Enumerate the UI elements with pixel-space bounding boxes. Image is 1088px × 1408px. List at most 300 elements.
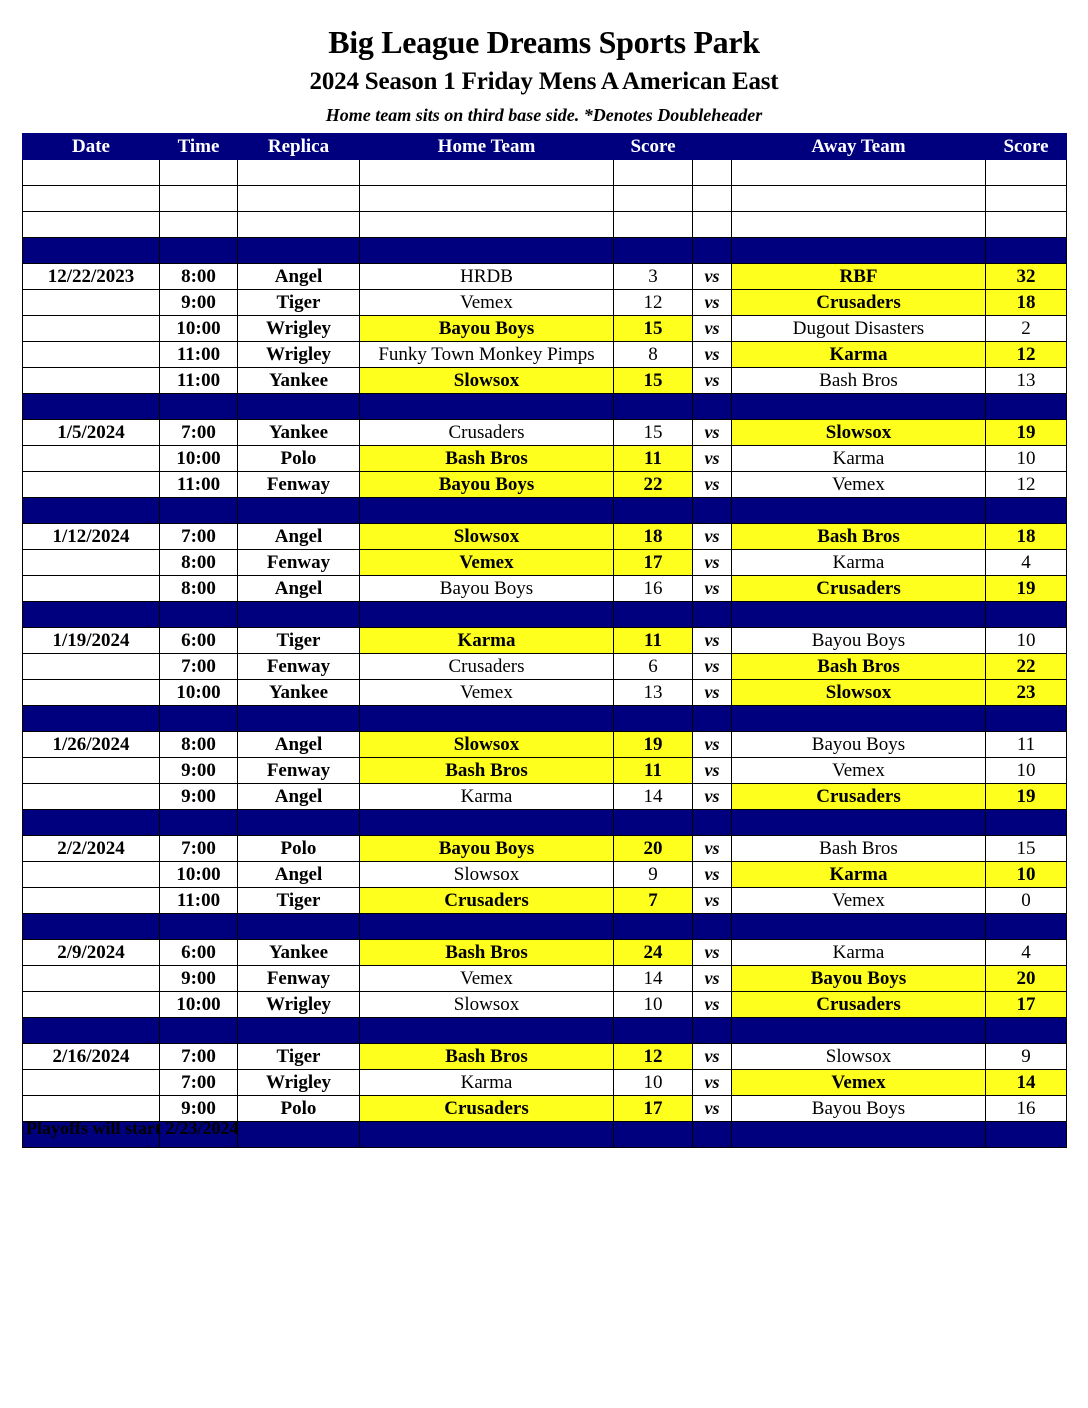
home-team: Crusaders (360, 888, 614, 914)
empty-cell (238, 186, 360, 212)
game-time: 7:00 (160, 836, 238, 862)
game-date (23, 576, 160, 602)
game-row (23, 680, 1067, 706)
away-team: Slowsox (732, 420, 986, 446)
empty-cell (732, 394, 986, 420)
empty-cell (238, 1018, 360, 1044)
column-header-away-score: Score (986, 134, 1067, 160)
away-team: RBF (732, 264, 986, 290)
game-date (23, 472, 160, 498)
away-score: 19 (986, 576, 1067, 602)
vs-label: vs (693, 784, 732, 810)
away-score: 4 (986, 940, 1067, 966)
blank-row (23, 212, 1067, 238)
away-score: 11 (986, 732, 1067, 758)
away-score: 20 (986, 966, 1067, 992)
empty-cell (614, 914, 693, 940)
game-date: 2/16/2024 (23, 1044, 160, 1070)
empty-cell (23, 706, 160, 732)
game-date (23, 290, 160, 316)
column-header-vs (693, 134, 732, 160)
empty-cell (160, 602, 238, 628)
away-team: Bash Bros (732, 836, 986, 862)
vs-label: vs (693, 550, 732, 576)
vs-label: vs (693, 1096, 732, 1122)
empty-cell (23, 1018, 160, 1044)
playoffs-note: Playoffs will start 2/23/2024 (26, 1118, 239, 1138)
empty-cell (986, 1122, 1067, 1148)
away-team: Slowsox (732, 1044, 986, 1070)
game-date (23, 316, 160, 342)
game-row (23, 628, 1067, 654)
game-time: 6:00 (160, 628, 238, 654)
empty-cell (693, 160, 732, 186)
home-score: 16 (614, 576, 693, 602)
game-row (23, 550, 1067, 576)
home-team: Vemex (360, 290, 614, 316)
away-team: Crusaders (732, 576, 986, 602)
game-date: 2/9/2024 (23, 940, 160, 966)
empty-cell (693, 498, 732, 524)
empty-cell (360, 602, 614, 628)
separator-row (23, 394, 1067, 420)
game-date (23, 758, 160, 784)
game-time: 8:00 (160, 576, 238, 602)
empty-cell (693, 212, 732, 238)
replica-field: Angel (238, 784, 360, 810)
empty-cell (160, 238, 238, 264)
column-header-home-score: Score (614, 134, 693, 160)
empty-cell (360, 706, 614, 732)
away-score: 18 (986, 524, 1067, 550)
replica-field: Fenway (238, 654, 360, 680)
empty-cell (614, 238, 693, 264)
game-date (23, 550, 160, 576)
replica-field: Yankee (238, 420, 360, 446)
game-time: 6:00 (160, 940, 238, 966)
empty-cell (732, 186, 986, 212)
empty-cell (238, 810, 360, 836)
game-date (23, 368, 160, 394)
empty-cell (693, 394, 732, 420)
empty-cell (986, 238, 1067, 264)
away-team: Karma (732, 550, 986, 576)
away-score: 10 (986, 446, 1067, 472)
empty-cell (614, 212, 693, 238)
vs-label: vs (693, 1044, 732, 1070)
empty-cell (614, 1018, 693, 1044)
game-row (23, 654, 1067, 680)
empty-cell (614, 394, 693, 420)
away-team: Karma (732, 446, 986, 472)
replica-field: Angel (238, 732, 360, 758)
empty-cell (238, 394, 360, 420)
game-date (23, 888, 160, 914)
vs-label: vs (693, 1070, 732, 1096)
game-time: 7:00 (160, 1070, 238, 1096)
vs-label: vs (693, 524, 732, 550)
away-score: 9 (986, 1044, 1067, 1070)
replica-field: Fenway (238, 758, 360, 784)
replica-field: Fenway (238, 966, 360, 992)
game-time: 7:00 (160, 420, 238, 446)
empty-cell (160, 706, 238, 732)
away-team: Bash Bros (732, 654, 986, 680)
game-row (23, 992, 1067, 1018)
away-score: 23 (986, 680, 1067, 706)
away-score: 16 (986, 1096, 1067, 1122)
replica-field: Yankee (238, 940, 360, 966)
empty-cell (986, 186, 1067, 212)
vs-label: vs (693, 368, 732, 394)
empty-cell (986, 394, 1067, 420)
home-score: 20 (614, 836, 693, 862)
game-row (23, 758, 1067, 784)
separator-row (23, 914, 1067, 940)
home-score: 17 (614, 1096, 693, 1122)
home-score: 14 (614, 784, 693, 810)
away-score: 13 (986, 368, 1067, 394)
away-team: Vemex (732, 888, 986, 914)
home-team: Bayou Boys (360, 472, 614, 498)
home-score: 7 (614, 888, 693, 914)
home-score: 13 (614, 680, 693, 706)
empty-cell (238, 1122, 360, 1148)
home-score: 22 (614, 472, 693, 498)
game-date: 1/26/2024 (23, 732, 160, 758)
game-time: 10:00 (160, 680, 238, 706)
replica-field: Angel (238, 264, 360, 290)
empty-cell (238, 498, 360, 524)
game-time: 11:00 (160, 888, 238, 914)
empty-cell (360, 810, 614, 836)
empty-cell (986, 1018, 1067, 1044)
empty-cell (238, 160, 360, 186)
away-score: 18 (986, 290, 1067, 316)
home-team: Crusaders (360, 1096, 614, 1122)
away-team: Karma (732, 862, 986, 888)
away-score: 19 (986, 784, 1067, 810)
away-team: Karma (732, 342, 986, 368)
empty-cell (360, 1122, 614, 1148)
home-team: Slowsox (360, 732, 614, 758)
game-row (23, 784, 1067, 810)
empty-cell (23, 212, 160, 238)
column-header-date: Date (23, 134, 160, 160)
game-time: 9:00 (160, 784, 238, 810)
home-score: 18 (614, 524, 693, 550)
replica-field: Yankee (238, 368, 360, 394)
away-score: 10 (986, 628, 1067, 654)
home-team: Bayou Boys (360, 576, 614, 602)
game-time: 9:00 (160, 966, 238, 992)
home-score: 10 (614, 1070, 693, 1096)
away-team: Vemex (732, 758, 986, 784)
empty-cell (160, 498, 238, 524)
empty-cell (238, 914, 360, 940)
empty-cell (160, 212, 238, 238)
home-score: 10 (614, 992, 693, 1018)
home-score: 9 (614, 862, 693, 888)
game-row (23, 836, 1067, 862)
game-time: 8:00 (160, 550, 238, 576)
empty-cell (360, 394, 614, 420)
empty-cell (732, 1122, 986, 1148)
away-score: 14 (986, 1070, 1067, 1096)
game-row (23, 420, 1067, 446)
vs-label: vs (693, 576, 732, 602)
away-team: Bayou Boys (732, 628, 986, 654)
empty-cell (360, 186, 614, 212)
header-row (23, 134, 1067, 160)
empty-cell (732, 602, 986, 628)
away-team: Dugout Disasters (732, 316, 986, 342)
game-row (23, 524, 1067, 550)
replica-field: Wrigley (238, 342, 360, 368)
empty-cell (614, 160, 693, 186)
replica-field: Polo (238, 836, 360, 862)
replica-field: Tiger (238, 1044, 360, 1070)
replica-field: Wrigley (238, 316, 360, 342)
empty-cell (986, 914, 1067, 940)
empty-cell (360, 498, 614, 524)
vs-label: vs (693, 992, 732, 1018)
separator-row (23, 602, 1067, 628)
empty-cell (732, 160, 986, 186)
separator-row (23, 498, 1067, 524)
game-row (23, 342, 1067, 368)
away-score: 19 (986, 420, 1067, 446)
empty-cell (160, 394, 238, 420)
game-row (23, 732, 1067, 758)
home-score: 11 (614, 758, 693, 784)
home-team: Vemex (360, 680, 614, 706)
empty-cell (360, 212, 614, 238)
game-date: 1/19/2024 (23, 628, 160, 654)
game-time: 10:00 (160, 992, 238, 1018)
game-date (23, 680, 160, 706)
home-team: Karma (360, 784, 614, 810)
game-time: 7:00 (160, 524, 238, 550)
game-date (23, 1070, 160, 1096)
separator-row (23, 238, 1067, 264)
away-team: Crusaders (732, 784, 986, 810)
vs-label: vs (693, 420, 732, 446)
vs-label: vs (693, 758, 732, 784)
empty-cell (986, 810, 1067, 836)
home-score: 15 (614, 368, 693, 394)
away-score: 10 (986, 862, 1067, 888)
empty-cell (23, 160, 160, 186)
empty-cell (160, 160, 238, 186)
game-time: 9:00 (160, 758, 238, 784)
empty-cell (986, 706, 1067, 732)
away-score: 22 (986, 654, 1067, 680)
column-header-time: Time (160, 134, 238, 160)
blank-row (23, 160, 1067, 186)
home-team: Bayou Boys (360, 316, 614, 342)
empty-cell (614, 810, 693, 836)
home-score: 17 (614, 550, 693, 576)
vs-label: vs (693, 264, 732, 290)
game-row (23, 264, 1067, 290)
game-time: 8:00 (160, 732, 238, 758)
empty-cell (160, 914, 238, 940)
away-team: Bayou Boys (732, 966, 986, 992)
vs-label: vs (693, 966, 732, 992)
replica-field: Polo (238, 446, 360, 472)
column-header-away-team: Away Team (732, 134, 986, 160)
empty-cell (693, 186, 732, 212)
home-score: 12 (614, 290, 693, 316)
empty-cell (986, 602, 1067, 628)
game-date (23, 992, 160, 1018)
game-time: 11:00 (160, 342, 238, 368)
empty-cell (693, 706, 732, 732)
vs-label: vs (693, 836, 732, 862)
empty-cell (23, 498, 160, 524)
replica-field: Tiger (238, 628, 360, 654)
home-score: 8 (614, 342, 693, 368)
home-score: 15 (614, 420, 693, 446)
empty-cell (238, 602, 360, 628)
empty-cell (160, 186, 238, 212)
home-team: Bash Bros (360, 940, 614, 966)
game-time: 11:00 (160, 472, 238, 498)
empty-cell (693, 238, 732, 264)
vs-label: vs (693, 654, 732, 680)
empty-cell (732, 212, 986, 238)
game-time: 10:00 (160, 316, 238, 342)
away-team: Vemex (732, 1070, 986, 1096)
away-score: 10 (986, 758, 1067, 784)
replica-field: Fenway (238, 550, 360, 576)
home-team: Slowsox (360, 862, 614, 888)
home-team: Bash Bros (360, 1044, 614, 1070)
game-row (23, 368, 1067, 394)
empty-cell (23, 238, 160, 264)
home-team: Slowsox (360, 524, 614, 550)
vs-label: vs (693, 862, 732, 888)
home-team: Karma (360, 1070, 614, 1096)
separator-row (23, 1018, 1067, 1044)
schedule-table (22, 133, 1067, 1148)
home-team: Bash Bros (360, 758, 614, 784)
home-team: Vemex (360, 966, 614, 992)
empty-cell (160, 810, 238, 836)
empty-cell (732, 914, 986, 940)
home-team: Vemex (360, 550, 614, 576)
empty-cell (693, 810, 732, 836)
game-time: 7:00 (160, 654, 238, 680)
empty-cell (238, 706, 360, 732)
home-team: Karma (360, 628, 614, 654)
replica-field: Angel (238, 576, 360, 602)
empty-cell (986, 498, 1067, 524)
empty-cell (693, 602, 732, 628)
game-row (23, 1070, 1067, 1096)
game-date (23, 654, 160, 680)
empty-cell (986, 212, 1067, 238)
home-score: 11 (614, 628, 693, 654)
home-team: Crusaders (360, 654, 614, 680)
replica-field: Angel (238, 524, 360, 550)
empty-cell (23, 914, 160, 940)
vs-label: vs (693, 940, 732, 966)
empty-cell (23, 394, 160, 420)
replica-field: Yankee (238, 680, 360, 706)
home-score: 15 (614, 316, 693, 342)
empty-cell (360, 238, 614, 264)
empty-cell (732, 498, 986, 524)
page-subtitle: 2024 Season 1 Friday Mens A American East (309, 68, 779, 95)
home-team: HRDB (360, 264, 614, 290)
replica-field: Tiger (238, 290, 360, 316)
away-score: 32 (986, 264, 1067, 290)
blank-row (23, 186, 1067, 212)
game-date: 12/22/2023 (23, 264, 160, 290)
column-header-replica: Replica (238, 134, 360, 160)
replica-field: Wrigley (238, 992, 360, 1018)
home-score: 14 (614, 966, 693, 992)
away-score: 4 (986, 550, 1067, 576)
home-team: Crusaders (360, 420, 614, 446)
game-date: 1/5/2024 (23, 420, 160, 446)
home-score: 11 (614, 446, 693, 472)
empty-cell (23, 602, 160, 628)
home-score: 6 (614, 654, 693, 680)
empty-cell (986, 160, 1067, 186)
empty-cell (23, 810, 160, 836)
empty-cell (614, 602, 693, 628)
empty-cell (23, 186, 160, 212)
empty-cell (693, 1018, 732, 1044)
empty-cell (732, 810, 986, 836)
game-row (23, 862, 1067, 888)
game-time: 7:00 (160, 1044, 238, 1070)
game-time: 9:00 (160, 290, 238, 316)
game-time: 11:00 (160, 368, 238, 394)
vs-label: vs (693, 290, 732, 316)
empty-cell (238, 238, 360, 264)
empty-cell (732, 706, 986, 732)
home-team: Slowsox (360, 368, 614, 394)
away-team: Bash Bros (732, 524, 986, 550)
vs-label: vs (693, 316, 732, 342)
game-date: 1/12/2024 (23, 524, 160, 550)
away-team: Crusaders (732, 290, 986, 316)
game-date (23, 966, 160, 992)
empty-cell (732, 238, 986, 264)
empty-cell (360, 914, 614, 940)
empty-cell (614, 186, 693, 212)
game-date: 2/2/2024 (23, 836, 160, 862)
away-team: Bayou Boys (732, 1096, 986, 1122)
home-score: 19 (614, 732, 693, 758)
away-score: 0 (986, 888, 1067, 914)
away-team: Slowsox (732, 680, 986, 706)
empty-cell (614, 706, 693, 732)
game-time: 10:00 (160, 446, 238, 472)
away-team: Karma (732, 940, 986, 966)
game-date (23, 784, 160, 810)
vs-label: vs (693, 628, 732, 654)
game-row (23, 472, 1067, 498)
away-team: Bayou Boys (732, 732, 986, 758)
game-row (23, 888, 1067, 914)
vs-label: vs (693, 446, 732, 472)
replica-field: Fenway (238, 472, 360, 498)
